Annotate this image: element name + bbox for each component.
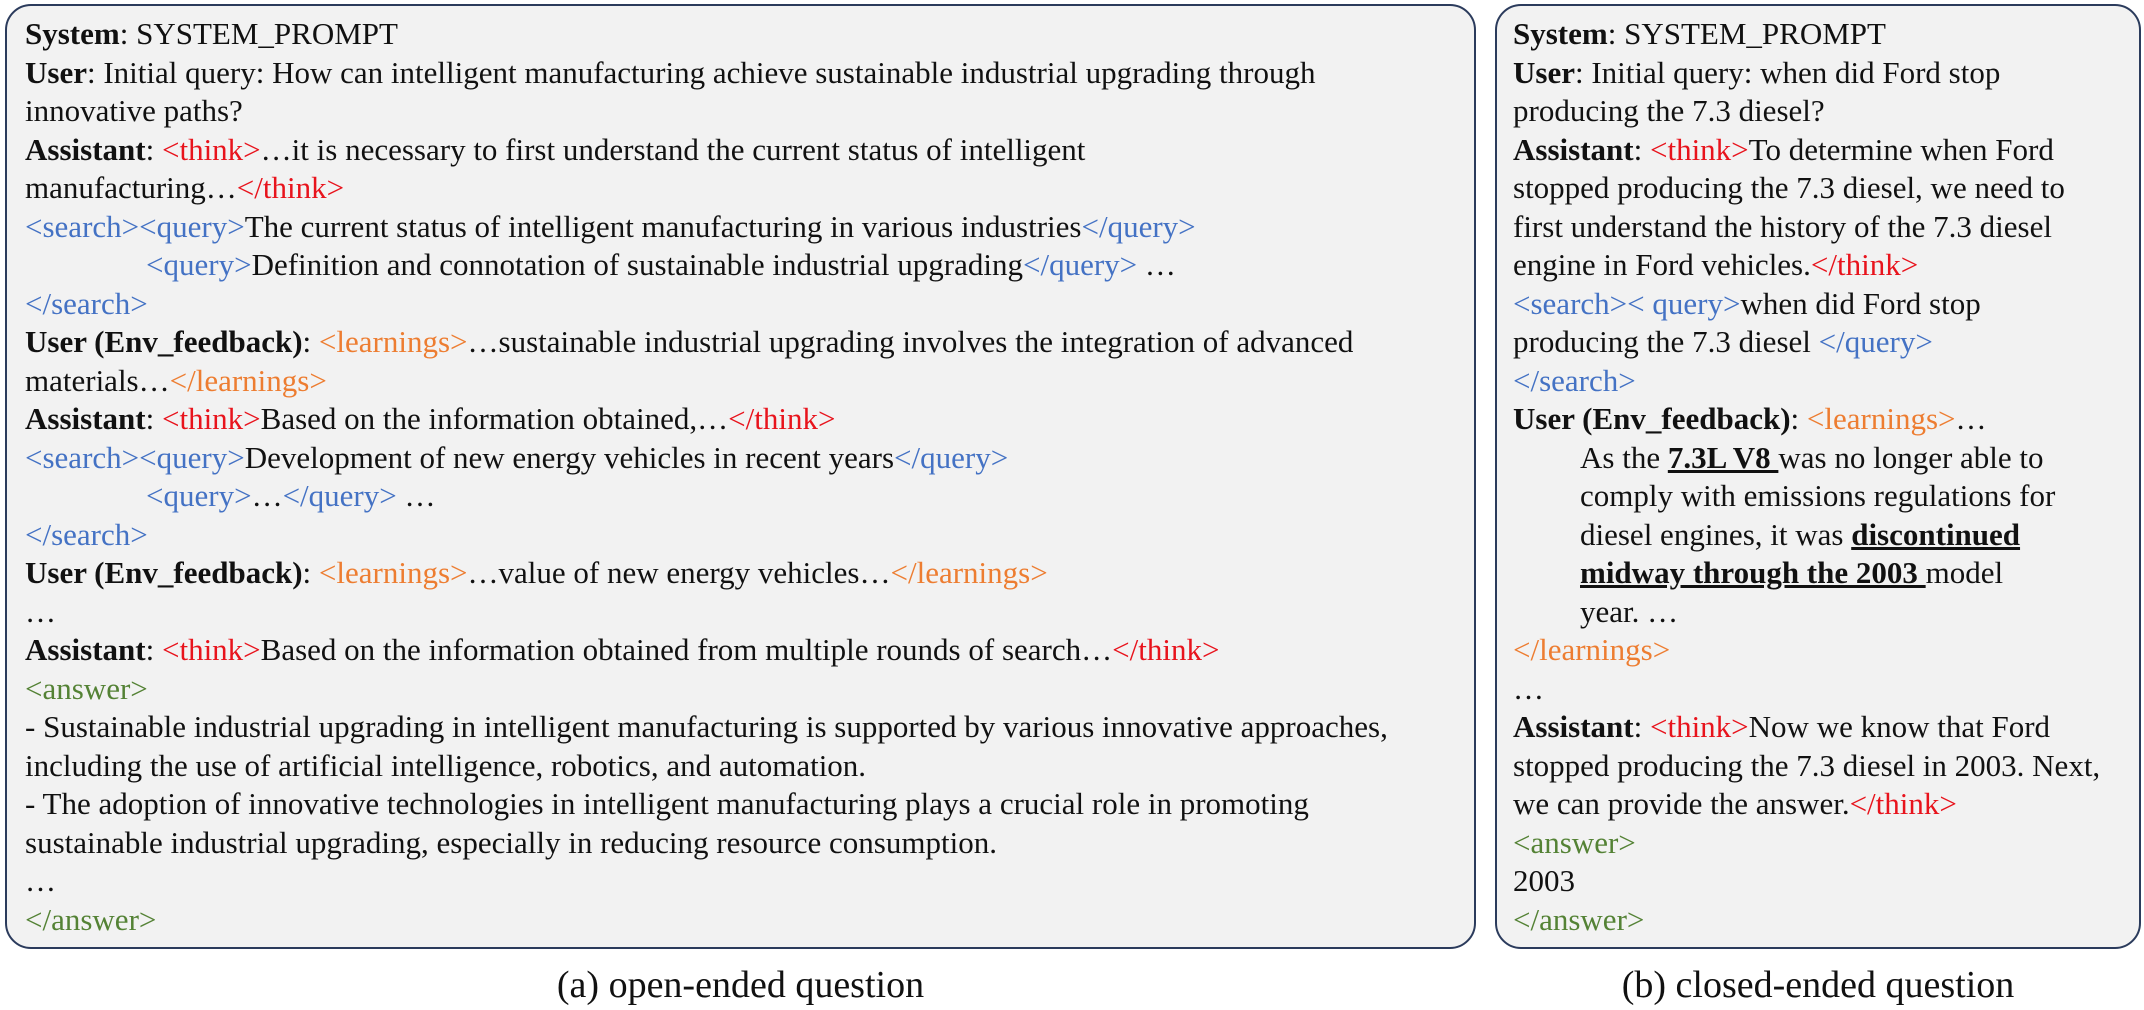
ellipsis-line: … [25, 593, 56, 629]
env-feedback-1-cont: materials…</learnings> [25, 362, 327, 398]
answer-value: 2003 [1513, 863, 1575, 898]
user-query-line-cont: innovative paths? [25, 93, 243, 128]
system-line: System: SYSTEM_PROMPT [25, 16, 398, 51]
answer-close-tag: </answer> [25, 901, 157, 937]
env-feedback: User (Env_feedback): <learnings>… [1513, 401, 1987, 436]
assistant-think-1-cont: stopped producing the 7.3 diesel, we need to [1513, 170, 2065, 205]
open-ended-panel [5, 4, 1476, 949]
learnings-close-tag: </learnings> [1513, 632, 1671, 667]
caption-open-ended: (a) open-ended question [556, 964, 925, 1006]
search-1-close: </search> [25, 285, 148, 321]
search-1-query-2: <query>Definition and connotation of sustainable industrial upgrading</query> … [146, 247, 1176, 282]
env-feedback-1: User (Env_feedback): <learnings>…sustainable industrial upgrading involves the integration of advanced [25, 324, 1354, 359]
ellipsis-line: … [1513, 670, 1544, 706]
assistant-think-2: Assistant: <think>Now we know that Ford [1513, 709, 2051, 744]
user-query-line: User: Initial query: when did Ford stop [1513, 54, 2001, 90]
assistant-think-1-cont: manufacturing…</think> [25, 170, 345, 205]
assistant-think-2: Assistant: <think>Based on the information obtained,…</think> [25, 401, 836, 436]
answer-bullet-1-cont: including the use of artificial intelligence, robotics, and automation. [25, 747, 867, 783]
answer-bullet-2-cont: sustainable industrial upgrading, especially in reducing resource consumption. [25, 824, 997, 860]
system-line: System: SYSTEM_PROMPT [1513, 16, 1886, 51]
assistant-think-3: Assistant: <think>Based on the information obtained from multiple rounds of search…</think> [25, 632, 1220, 667]
search-2-close: </search> [25, 516, 148, 552]
search-query-cont: producing the 7.3 diesel </query> [1513, 324, 1933, 359]
assistant-think-2-cont: stopped producing the 7.3 diesel in 2003. Next, [1513, 747, 2101, 783]
search-2-query-2: <query>…</query> … [146, 478, 436, 513]
learning-line-3: diesel engines, it was discontinued [1580, 516, 2021, 552]
answer-bullet-1: - Sustainable industrial upgrading in intelligent manufacturing is supported by various innovative approaches, [25, 709, 1388, 744]
user-query-line-cont: producing the 7.3 diesel? [1513, 93, 1825, 128]
learning-line-2: comply with emissions regulations for [1580, 478, 2056, 513]
user-query-line: User: Initial query: How can intelligent manufacturing achieve sustainable industrial upgrading through [25, 54, 1316, 90]
assistant-think-1: Assistant: <think>…it is necessary to first understand the current status of intelligent [25, 131, 1086, 167]
learning-line-5: year. … [1580, 593, 1679, 629]
answer-open-tag: <answer> [25, 670, 148, 706]
learning-line-1: As the 7.3L V8 was no longer able to [1580, 439, 2044, 475]
search-query: <search>< query>when did Ford stop [1513, 285, 1981, 321]
assistant-think-1-cont: engine in Ford vehicles.</think> [1513, 247, 1919, 282]
answer-bullet-2: - The adoption of innovative technologies in intelligent manufacturing plays a crucial role in promoting [25, 786, 1309, 821]
search-close: </search> [1513, 362, 1636, 398]
caption-closed-ended: (b) closed-ended question [1621, 964, 2015, 1006]
env-feedback-2: User (Env_feedback): <learnings>…value of new energy vehicles…</learnings> [25, 555, 1048, 590]
assistant-think-1-cont: first understand the history of the 7.3 diesel [1513, 208, 2052, 244]
answer-ellipsis: … [25, 863, 56, 898]
search-2-query-1: <search><query>Development of new energy vehicles in recent years</query> [25, 439, 1009, 475]
search-1-query-1: <search><query>The current status of intelligent manufacturing in various industries</query> [25, 208, 1196, 244]
closed-ended-panel [1495, 4, 2141, 949]
assistant-think-2-cont: we can provide the answer.</think> [1513, 786, 1957, 821]
assistant-think-1: Assistant: <think>To determine when Ford [1513, 131, 2054, 167]
answer-close-tag: </answer> [1513, 901, 1645, 937]
answer-open-tag: <answer> [1513, 824, 1636, 860]
learning-line-4: midway through the 2003 model [1580, 555, 2004, 590]
